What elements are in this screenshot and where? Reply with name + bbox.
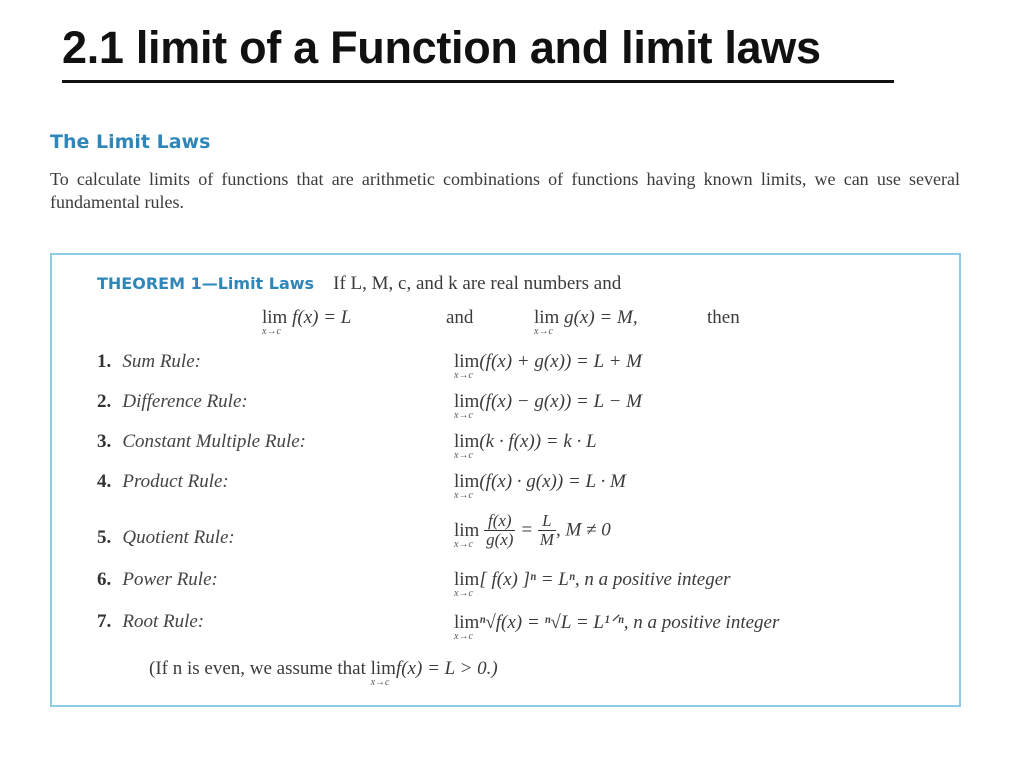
rule-name: Difference Rule: xyxy=(122,391,248,412)
lim-operator: lim x→c xyxy=(534,307,560,337)
rule-formula: lim x→c (k · f(x)) = k · L xyxy=(454,431,597,461)
theorem-premise: If L, M, c, and k are real numbers and xyxy=(333,273,622,294)
rule-row: 1. Sum Rule: xyxy=(97,351,201,372)
rule-row: 4. Product Rule: xyxy=(97,471,229,492)
lim-operator: lim x→c xyxy=(262,307,288,337)
rule-row: 5. Quotient Rule: xyxy=(97,527,235,548)
intro-paragraph: To calculate limits of functions that are arithmetic combinations of functions having known limits, we can use several fundamental rules. xyxy=(50,169,960,212)
rule-formula: lim x→c (f(x) + g(x)) = L + M xyxy=(454,351,642,381)
rule-row: 6. Power Rule: xyxy=(97,569,218,590)
hypothesis-f: lim x→c f(x) = L xyxy=(262,307,352,337)
rule-formula: lim x→c $\frac{f(x)}{g(x)}$ = $\frac{L}{M}$ , M ≠ 0 xyxy=(454,511,611,550)
title-underline xyxy=(62,80,894,83)
rule-row: 2. Difference Rule: xyxy=(97,391,248,412)
then-word: then xyxy=(707,307,740,328)
theorem-header xyxy=(97,273,621,295)
fraction-lm: $\frac{L}{M}$ xyxy=(539,511,554,549)
fraction-fg: $\frac{f(x)}{g(x)}$ xyxy=(486,511,514,549)
and-word: and xyxy=(446,307,474,328)
rule-name: Quotient Rule: xyxy=(122,527,235,548)
theorem-label: THEOREM 1—Limit Laws xyxy=(97,274,315,293)
theorem-box xyxy=(50,253,961,707)
rule-name: Sum Rule: xyxy=(122,351,201,372)
section-heading: The Limit Laws xyxy=(50,131,211,153)
theorem-note: (If n is even, we assume that lim x→c f(x) = L > 0.) xyxy=(149,658,498,688)
hypothesis-g: lim x→c g(x) = M, xyxy=(534,307,638,337)
rule-formula: lim x→c ⁿ√f(x) = ⁿ√L = L¹ᐟⁿ, n a positive integer xyxy=(454,612,780,642)
rule-name: Product Rule: xyxy=(122,471,229,492)
rule-row: 7. Root Rule: xyxy=(97,611,205,632)
rule-name: Constant Multiple Rule: xyxy=(122,431,306,452)
rule-name: Power Rule: xyxy=(122,569,218,590)
rule-row: 3. Constant Multiple Rule: xyxy=(97,431,306,452)
rule-formula: lim x→c [ f(x) ]ⁿ = Lⁿ, n a positive integer xyxy=(454,569,731,599)
rule-formula: lim x→c (f(x) − g(x)) = L − M xyxy=(454,391,642,421)
rule-name: Root Rule: xyxy=(122,611,205,632)
rule-formula: lim x→c (f(x) · g(x)) = L · M xyxy=(454,471,626,501)
slide-title: 2.1 limit of a Function and limit laws xyxy=(62,22,821,73)
